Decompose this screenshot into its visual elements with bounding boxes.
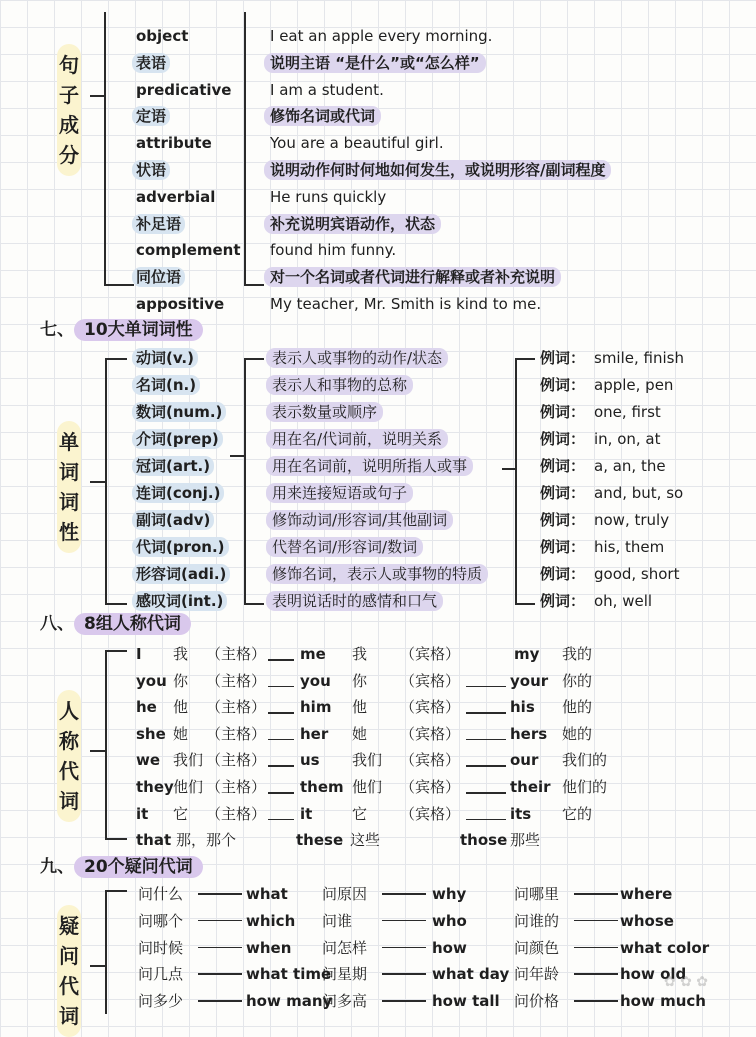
section-7-header — [40, 318, 203, 342]
subject-case: （主格） — [206, 645, 267, 663]
question-cn: 问年龄 — [514, 965, 560, 984]
bracket-line — [90, 481, 105, 483]
question-cn: 问时候 — [138, 938, 184, 957]
example-words: smile, finish — [594, 349, 684, 367]
question-word: what — [246, 885, 288, 903]
question-cn: 问什么 — [138, 885, 184, 903]
question-word: where — [620, 885, 673, 903]
question-word: who — [432, 911, 467, 930]
question-word: what time — [246, 965, 332, 984]
question-word: what day — [432, 965, 510, 984]
bracket-line — [105, 358, 127, 360]
bracket-line — [105, 603, 127, 605]
demo-those: those — [460, 831, 508, 849]
subject-pronoun: it — [136, 804, 149, 823]
pos-description: 修饰动词/形容词/其他副词 — [266, 510, 453, 530]
component-description: 对一个名词或者代词进行解释或者补充说明 — [264, 267, 561, 287]
example-label: 例词： — [540, 376, 586, 394]
demo-these: these — [296, 831, 344, 849]
question-word: why — [432, 885, 467, 903]
component-description: found him funny. — [270, 241, 397, 260]
part-of-speech: 副词(adv) — [132, 510, 214, 530]
connector-line — [466, 819, 506, 821]
category-label: 句子成分 — [59, 53, 79, 167]
subject-case: （主格） — [206, 804, 267, 823]
object-pronoun: it — [300, 804, 313, 823]
category-interrogatives — [57, 905, 81, 1037]
category-personal-pronouns — [57, 690, 81, 822]
object-pronoun: her — [300, 724, 329, 743]
object-pronoun: me — [300, 645, 326, 663]
object-pronoun: us — [300, 751, 320, 770]
object-pronoun: them — [300, 778, 344, 796]
possessive-cn: 他们的 — [562, 778, 608, 796]
example-label: 例词： — [540, 592, 586, 610]
possessive-pronoun: your — [510, 671, 549, 690]
subject-case: （主格） — [206, 724, 267, 743]
section-title: 20个疑问代词 — [74, 856, 203, 878]
pos-description: 修饰名词，表示人或事物的特质 — [266, 564, 488, 584]
bracket-line — [104, 12, 106, 284]
category-sentence-components — [57, 44, 81, 176]
part-of-speech: 代词(pron.) — [132, 537, 229, 557]
example-words: good, short — [594, 565, 680, 583]
subject-pronoun: I — [136, 645, 142, 663]
demo-that: that — [136, 831, 172, 849]
subject-case: （主格） — [206, 671, 267, 690]
component-term: attribute — [136, 134, 212, 153]
demo-these-cn: 这些 — [350, 831, 381, 849]
example-words: a, an, the — [594, 457, 666, 475]
subject-cn: 他 — [173, 698, 189, 717]
bracket-line — [244, 12, 246, 284]
pos-description: 用来连接短语或句子 — [266, 483, 413, 503]
example-label: 例词： — [540, 484, 586, 502]
bracket-line — [244, 603, 264, 605]
connector-line — [382, 947, 426, 949]
connector-line — [198, 973, 242, 975]
connector-line — [268, 792, 294, 794]
example-label: 例词： — [540, 511, 586, 529]
bracket-line — [104, 284, 134, 286]
connector-line — [574, 893, 618, 895]
bracket-line — [105, 650, 107, 838]
component-term: 补足语 — [132, 214, 185, 234]
bracket-line — [244, 358, 264, 360]
object-cn: 我 — [352, 645, 368, 663]
connector-line — [466, 765, 506, 767]
possessive-pronoun: his — [510, 698, 535, 717]
component-term: 定语 — [132, 106, 170, 126]
example-words: one, first — [594, 403, 661, 421]
part-of-speech: 冠词(art.) — [132, 456, 214, 476]
pos-description: 用在名/代词前，说明关系 — [266, 429, 448, 449]
object-cn: 它 — [352, 804, 368, 823]
question-word: which — [246, 911, 296, 930]
possessive-cn: 我们的 — [562, 751, 608, 770]
subject-cn: 它 — [173, 804, 189, 823]
category-label: 疑问代词 — [59, 914, 79, 1028]
connector-line — [198, 947, 242, 949]
example-label: 例词： — [540, 403, 586, 421]
object-case: （宾格） — [400, 671, 461, 690]
pos-description: 表明说话时的感情和口气 — [266, 591, 443, 611]
bracket-line — [105, 650, 127, 652]
connector-line — [268, 819, 294, 821]
bracket-line — [515, 358, 535, 360]
subject-cn: 你 — [173, 671, 189, 690]
component-term: object — [136, 27, 189, 45]
subject-cn: 她 — [173, 724, 189, 743]
component-description: He runs quickly — [270, 187, 387, 206]
connector-line — [382, 920, 426, 922]
possessive-pronoun: hers — [510, 724, 548, 743]
component-description: 说明主语 “是什么”或“怎么样” — [264, 53, 486, 73]
subject-case: （主格） — [206, 698, 267, 717]
subject-case: （主格） — [206, 778, 267, 796]
connector-line — [466, 739, 506, 741]
question-word: how — [432, 938, 467, 957]
bracket-line — [105, 890, 107, 1014]
example-words: his, them — [594, 538, 665, 556]
part-of-speech: 动词(v.) — [132, 348, 198, 368]
possessive-cn: 我的 — [562, 645, 593, 663]
connector-line — [574, 1000, 618, 1002]
connector-line — [268, 765, 294, 767]
object-cn: 我们 — [352, 751, 383, 770]
pos-description: 表示数量或顺序 — [266, 402, 383, 422]
section-title: 8组人称代词 — [74, 613, 191, 635]
component-term: predicative — [136, 80, 232, 99]
component-description: I am a student. — [270, 80, 384, 99]
connector-line — [574, 947, 618, 949]
component-term: complement — [136, 241, 241, 260]
bracket-line — [90, 750, 105, 752]
example-label: 例词： — [540, 538, 586, 556]
connector-line — [382, 893, 426, 895]
object-cn: 你 — [352, 671, 368, 690]
question-word: how tall — [432, 992, 500, 1011]
subject-cn: 我 — [173, 645, 189, 663]
possessive-pronoun: their — [510, 778, 551, 796]
subject-cn: 我们 — [173, 751, 204, 770]
possessive-cn: 她的 — [562, 724, 593, 743]
object-case: （宾格） — [400, 724, 461, 743]
part-of-speech: 感叹词(int.) — [132, 591, 227, 611]
question-word: what color — [620, 938, 710, 957]
pos-description: 代替名词/形容词/数词 — [266, 537, 423, 557]
bracket-line — [502, 468, 515, 470]
subject-pronoun: he — [136, 698, 157, 717]
question-cn: 问哪里 — [514, 885, 560, 903]
subject-pronoun: we — [136, 751, 161, 770]
possessive-pronoun: its — [510, 804, 532, 823]
demonstrative-row — [136, 830, 696, 852]
part-of-speech: 介词(prep) — [132, 429, 223, 449]
section-number: 九、 — [40, 857, 74, 877]
example-label: 例词： — [540, 565, 586, 583]
component-term: 同位语 — [132, 267, 185, 287]
part-of-speech: 数词(num.) — [132, 402, 226, 422]
section-8-header — [40, 612, 191, 636]
component-description: 补充说明宾语动作，状态 — [264, 214, 441, 234]
subject-pronoun: you — [136, 671, 167, 690]
object-case: （宾格） — [400, 645, 461, 663]
object-case: （宾格） — [400, 698, 461, 717]
question-cn: 问谁的 — [514, 911, 560, 930]
bracket-line — [105, 890, 127, 892]
question-word: how old — [620, 965, 687, 984]
section-number: 八、 — [40, 614, 74, 634]
question-word: whose — [620, 911, 674, 930]
part-of-speech: 名词(n.) — [132, 375, 200, 395]
example-label: 例词： — [540, 457, 586, 475]
pos-description: 表示人或事物的动作/状态 — [266, 348, 448, 368]
connector-line — [268, 712, 294, 714]
component-description: 说明动作何时何地如何发生，或说明形容/副词程度 — [264, 160, 611, 180]
component-term: adverbial — [136, 187, 216, 206]
question-cn: 问价格 — [514, 992, 560, 1011]
component-description: My teacher, Mr. Smith is kind to me. — [270, 295, 542, 313]
connector-line — [198, 1000, 242, 1002]
bracket-line — [90, 965, 105, 967]
connector-line — [268, 659, 294, 661]
component-term: 状语 — [132, 160, 170, 180]
object-case: （宾格） — [400, 778, 461, 796]
watermark: ✿ ✿ ✿ — [663, 974, 708, 990]
component-term: appositive — [136, 295, 225, 313]
object-pronoun: you — [300, 671, 331, 690]
connector-line — [466, 792, 506, 794]
bracket-line — [230, 455, 244, 457]
bracket-line — [105, 838, 127, 840]
category-parts-of-speech — [57, 421, 81, 553]
component-description: I eat an apple every morning. — [270, 27, 493, 45]
example-words: now, truly — [594, 511, 670, 529]
connector-line — [198, 920, 242, 922]
part-of-speech: 连词(conj.) — [132, 483, 224, 503]
object-case: （宾格） — [400, 751, 461, 770]
question-cn: 问几点 — [138, 965, 184, 984]
question-word: when — [246, 938, 292, 957]
category-label: 单词词性 — [59, 430, 79, 544]
possessive-pronoun: our — [510, 751, 539, 770]
bracket-line — [244, 358, 246, 603]
example-words: oh, well — [594, 592, 653, 610]
bracket-line — [515, 358, 517, 603]
category-label: 人称代词 — [59, 699, 79, 813]
section-number: 七、 — [40, 320, 74, 340]
question-cn: 问多高 — [322, 992, 368, 1011]
question-word: how much — [620, 992, 706, 1011]
bracket-line — [515, 603, 535, 605]
possessive-pronoun: my — [514, 645, 540, 663]
possessive-cn: 你的 — [562, 671, 593, 690]
connector-line — [574, 973, 618, 975]
bracket-line — [90, 95, 104, 97]
connector-line — [198, 893, 242, 895]
subject-pronoun: she — [136, 724, 166, 743]
question-cn: 问原因 — [322, 885, 368, 903]
object-case: （宾格） — [400, 804, 461, 823]
example-words: and, but, so — [594, 484, 684, 502]
connector-line — [268, 686, 294, 688]
question-cn: 问多少 — [138, 992, 184, 1011]
connector-line — [382, 1000, 426, 1002]
bracket-line — [105, 358, 107, 603]
demo-that-cn: 那，那个 — [176, 831, 237, 849]
object-cn: 她 — [352, 724, 368, 743]
connector-line — [574, 920, 618, 922]
question-cn: 问颜色 — [514, 938, 560, 957]
section-9-header — [40, 855, 203, 879]
example-words: in, on, at — [594, 430, 661, 448]
subject-pronoun: they — [136, 778, 174, 796]
possessive-cn: 它的 — [562, 804, 593, 823]
question-cn: 问星期 — [322, 965, 368, 984]
question-cn: 问哪个 — [138, 911, 184, 930]
component-term: 表语 — [132, 53, 170, 73]
component-description: 修饰名词或代词 — [264, 106, 381, 126]
object-cn: 他们 — [352, 778, 383, 796]
component-description: You are a beautiful girl. — [270, 134, 444, 153]
question-word: how many — [246, 992, 333, 1011]
connector-line — [382, 973, 426, 975]
pos-description: 表示人和事物的总称 — [266, 375, 413, 395]
demo-those-cn: 那些 — [510, 831, 541, 849]
connector-line — [268, 739, 294, 741]
possessive-cn: 他的 — [562, 698, 593, 717]
question-cn: 问怎样 — [322, 938, 368, 957]
bracket-line — [244, 284, 264, 286]
connector-line — [466, 712, 506, 714]
example-label: 例词： — [540, 430, 586, 448]
pos-description: 用在名词前，说明所指人或事 — [266, 456, 473, 476]
subject-cn: 他们 — [173, 778, 204, 796]
object-pronoun: him — [300, 698, 332, 717]
part-of-speech: 形容词(adi.) — [132, 564, 230, 584]
connector-line — [466, 686, 506, 688]
subject-case: （主格） — [206, 751, 267, 770]
question-cn: 问谁 — [322, 911, 353, 930]
section-title: 10大单词词性 — [74, 319, 203, 341]
object-cn: 他 — [352, 698, 368, 717]
example-words: apple, pen — [594, 376, 674, 394]
example-label: 例词： — [540, 349, 586, 367]
